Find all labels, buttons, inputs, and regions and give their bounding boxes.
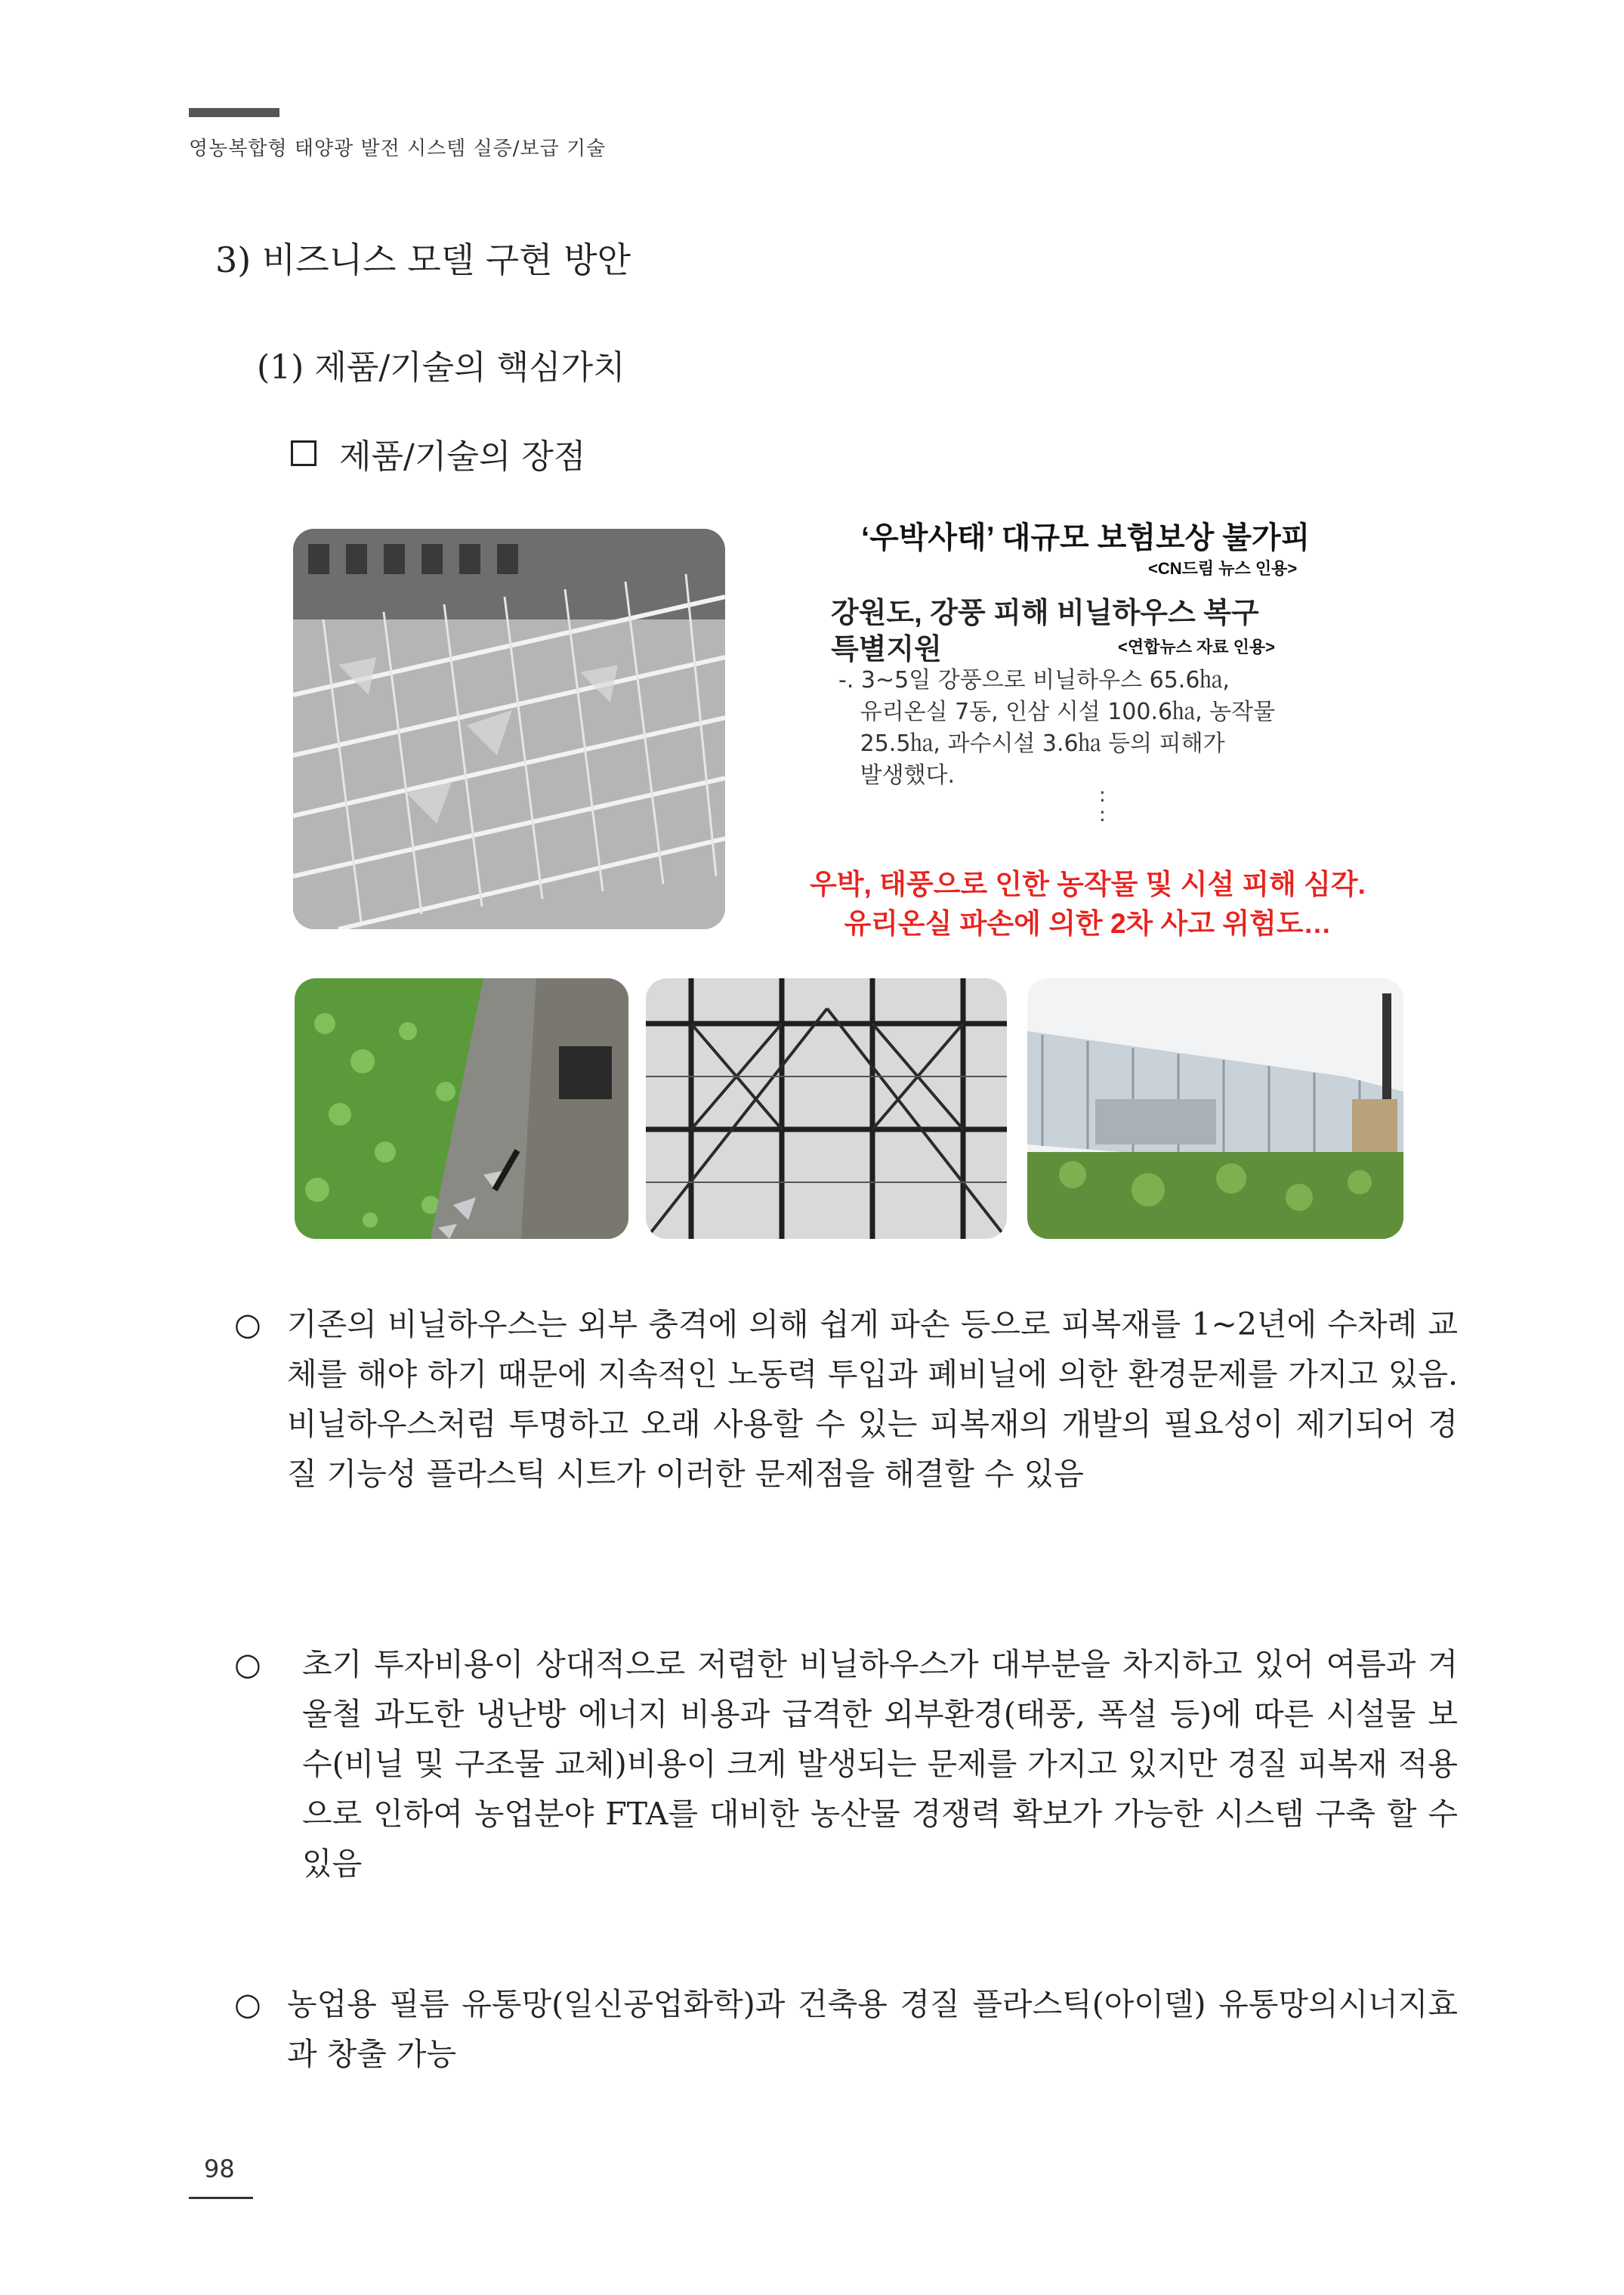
photo-damaged-greenhouse-exterior xyxy=(1027,978,1403,1239)
checkbox-square-icon xyxy=(291,440,316,466)
circle-bullet-icon: ○ xyxy=(234,1306,261,1342)
paragraph-2-text: 초기 투자비용이 상대적으로 저렴한 비닐하우스가 대부분을 차지하고 있어 여름과 겨울철 과도한 냉난방 에너지 비용과 급격한 외부환경(태풍, 폭설 등)에 따른 시설물 보수(비닐 및 구조물 교체)비용이 크게 발생되는 문제를 가지고 있지만 경질 피복재 적용으로 인하여 농업분야 FTA를 대비한 농산물 경쟁력 확보가 가능한 시스템 구축 할 수 있음 xyxy=(302,1646,1458,1882)
news-subtitle-line2: 특별지원 xyxy=(831,634,942,666)
news-subtitle-citation: <연합뉴스 자료 인용> xyxy=(1118,638,1275,656)
paragraph-1 xyxy=(234,1299,1458,1549)
photo-damaged-greenhouse-frame xyxy=(293,529,725,929)
paragraph-1-text: 기존의 비닐하우스는 외부 충격에 의해 쉽게 파손 등으로 피복재를 1~2년에 수차례 교체를 해야 하기 때문에 지속적인 노동력 투입과 폐비닐에 의한 환경문제를 가지고 있음. 비닐하우스처럼 투명하고 오래 사용할 수 있는 피복재의 개발의 필요성이 제기되어 경질 기능성 플라스틱 시트가 이러한 문제점을 해결할 수 있음 xyxy=(287,1306,1458,1492)
circle-bullet-icon: ○ xyxy=(234,1986,261,2022)
damage-warning-line2: 유리온실 파손에 의한 2차 사고 위험도… xyxy=(844,908,1332,939)
circle-bullet-icon: ○ xyxy=(234,1646,261,1682)
paragraph-3-text: 농업용 필름 유통망(일신공업화학)과 건축용 경질 플라스틱(아이델) 유통망의시너지효과 창출 가능 xyxy=(287,1986,1458,2072)
header-rule xyxy=(189,108,279,117)
section-heading: 3) 비즈니스 모델 구현 방안 xyxy=(215,239,631,280)
item-heading-label: 제품/기술의 장점 xyxy=(339,437,586,476)
news-title-citation: <CN드림 뉴스 인용> xyxy=(1148,559,1298,578)
damage-warning-callout xyxy=(755,865,1420,944)
page-number: 98 xyxy=(204,2154,235,2183)
paragraph-3 xyxy=(234,1979,1458,2085)
paragraph-2 xyxy=(234,1639,1458,1889)
photo-broken-roof-frame xyxy=(646,978,1007,1239)
photo-crops-broken-glass xyxy=(295,978,628,1239)
item-heading xyxy=(291,429,585,477)
news-subtitle-line1: 강원도, 강풍 피해 비닐하우스 복구 xyxy=(831,598,1259,629)
damage-warning-line1: 우박, 태풍으로 인한 농작물 및 시설 피해 심각. xyxy=(810,869,1366,900)
news-ellipsis-dots: : : xyxy=(1099,784,1106,826)
news-body: -. 3~5일 강풍으로 비닐하우스 65.6㏊, 유리온실 7동, 인삼 시설 100.6㏊, 농작물 25.5㏊, 과수시설 3.6㏊ 등의 피해가 발생했다. xyxy=(838,667,1276,789)
news-title: ‘우박사태’ 대규모 보험보상 불가피 xyxy=(861,521,1311,554)
footer-rule xyxy=(189,2197,253,2199)
running-title: 영농복합형 태양광 발전 시스템 실증/보급 기술 xyxy=(189,137,607,160)
news-excerpt xyxy=(831,514,1405,846)
subsection-heading: (1) 제품/기술의 핵심가치 xyxy=(257,348,625,387)
